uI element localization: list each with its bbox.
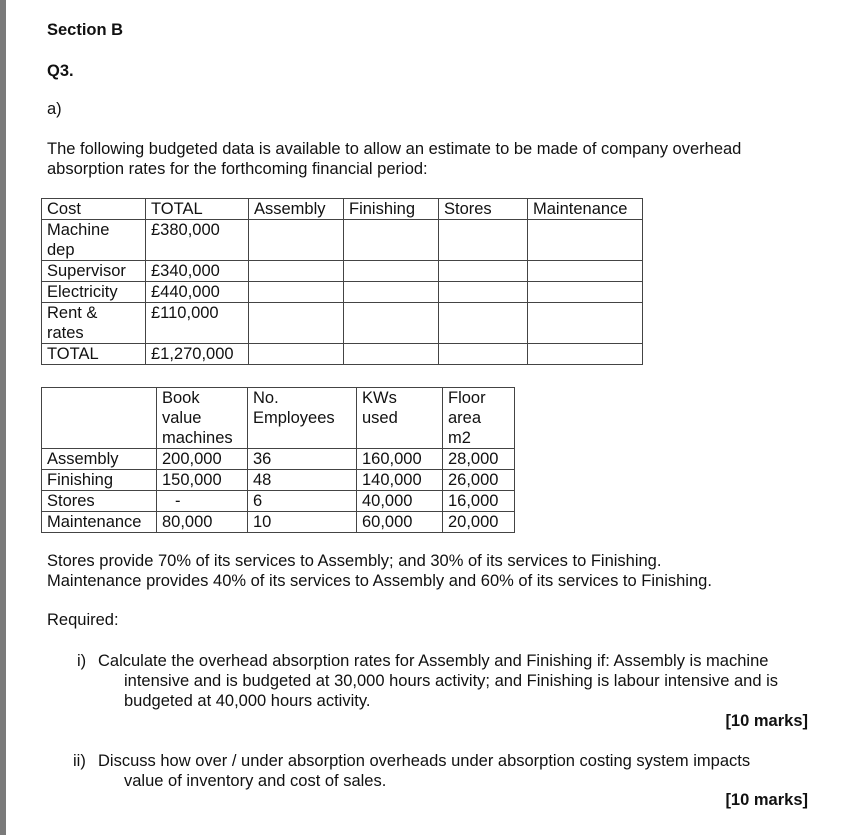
- header-cell: No. Employees: [248, 388, 357, 449]
- part-label: a): [47, 100, 62, 118]
- kws-cell: 140,000: [357, 470, 443, 491]
- empty-cell: [249, 220, 344, 261]
- bases-table-header: [42, 388, 515, 449]
- empty-cell: [344, 261, 439, 282]
- question-label: Q3.: [47, 62, 74, 80]
- empty-cell: [249, 303, 344, 344]
- empty-cell: [528, 261, 643, 282]
- kws-cell: 160,000: [357, 449, 443, 470]
- book-value-cell: -: [157, 491, 248, 512]
- employees-cell: 6: [248, 491, 357, 512]
- empty-cell: [249, 282, 344, 303]
- maintenance-text: Maintenance provides 40% of its services to Assembly and 60% of its services to Finishing.: [47, 572, 712, 590]
- item-ii-line-2: value of inventory and cost of sales.: [124, 772, 387, 790]
- header-cell: Maintenance: [528, 199, 643, 220]
- employees-cell: 48: [248, 470, 357, 491]
- row-label: Stores: [42, 491, 157, 512]
- header-cell: Floor area m2: [443, 388, 515, 449]
- cost-table: [41, 198, 643, 365]
- row-label: Finishing: [42, 470, 157, 491]
- row-label: Maintenance: [42, 512, 157, 533]
- cost-table-header: [42, 199, 643, 220]
- header-cell: Finishing: [344, 199, 439, 220]
- row-label: TOTAL: [42, 344, 146, 365]
- kws-cell: 40,000: [357, 491, 443, 512]
- empty-cell: [344, 344, 439, 365]
- header-cell: KWs used: [357, 388, 443, 449]
- page-left-edge: [0, 0, 6, 835]
- row-label: Assembly: [42, 449, 157, 470]
- section-title: Section B: [47, 21, 124, 39]
- required-label: Required:: [47, 611, 119, 629]
- intro-line-2: absorption rates for the forthcoming financial period:: [47, 160, 428, 178]
- header-cell: Book value machines: [157, 388, 248, 449]
- table-row: [42, 491, 515, 512]
- empty-cell: [344, 220, 439, 261]
- floor-area-cell: 16,000: [443, 491, 515, 512]
- book-value-cell: 80,000: [157, 512, 248, 533]
- header-cell: [42, 388, 157, 449]
- item-i-line-1: Calculate the overhead absorption rates for Assembly and Finishing if: Assembly is machine: [98, 652, 769, 670]
- item-ii-line-1: Discuss how over / under absorption overheads under absorption costing system impacts: [98, 752, 751, 770]
- row-label: Supervisor: [42, 261, 146, 282]
- row-label: Rent & rates: [42, 303, 146, 344]
- row-total: £1,270,000: [146, 344, 249, 365]
- empty-cell: [439, 261, 528, 282]
- table-row: [42, 449, 515, 470]
- item-ii-marker: ii): [73, 752, 86, 770]
- empty-cell: [528, 220, 643, 261]
- row-label: Machine dep: [42, 220, 146, 261]
- row-total: £380,000: [146, 220, 249, 261]
- empty-cell: [439, 282, 528, 303]
- header-cell: Cost: [42, 199, 146, 220]
- item-i-line-3: budgeted at 40,000 hours activity.: [124, 692, 371, 710]
- row-label: Electricity: [42, 282, 146, 303]
- item-i-marker: i): [77, 652, 87, 670]
- empty-cell: [439, 220, 528, 261]
- table-row: [42, 344, 643, 365]
- table-row: [42, 303, 643, 344]
- item-i-line-2: intensive and is budgeted at 30,000 hours activity; and Finishing is labour intensive and is: [124, 672, 778, 690]
- empty-cell: [344, 282, 439, 303]
- empty-cell: [249, 261, 344, 282]
- table-row: [42, 470, 515, 491]
- empty-cell: [439, 303, 528, 344]
- empty-cell: [528, 344, 643, 365]
- book-value-cell: 200,000: [157, 449, 248, 470]
- stores-text: Stores provide 70% of its services to Assembly; and 30% of its services to Finishing.: [47, 552, 662, 570]
- empty-cell: [528, 303, 643, 344]
- intro-line-1: The following budgeted data is available to allow an estimate to be made of company overhead: [47, 140, 742, 158]
- empty-cell: [249, 344, 344, 365]
- employees-cell: 10: [248, 512, 357, 533]
- table-row: [42, 512, 515, 533]
- employees-cell: 36: [248, 449, 357, 470]
- header-cell: Stores: [439, 199, 528, 220]
- row-total: £340,000: [146, 261, 249, 282]
- empty-cell: [439, 344, 528, 365]
- floor-area-cell: 20,000: [443, 512, 515, 533]
- floor-area-cell: 26,000: [443, 470, 515, 491]
- bases-table: [41, 387, 515, 533]
- header-cell: Assembly: [249, 199, 344, 220]
- kws-cell: 60,000: [357, 512, 443, 533]
- empty-cell: [528, 282, 643, 303]
- header-cell: TOTAL: [146, 199, 249, 220]
- table-row: [42, 220, 643, 261]
- row-total: £110,000: [146, 303, 249, 344]
- table-row: [42, 282, 643, 303]
- row-total: £440,000: [146, 282, 249, 303]
- floor-area-cell: 28,000: [443, 449, 515, 470]
- item-i-marks: [10 marks]: [725, 712, 808, 730]
- empty-cell: [344, 303, 439, 344]
- book-value-cell: 150,000: [157, 470, 248, 491]
- table-row: [42, 261, 643, 282]
- item-ii-marks: [10 marks]: [725, 791, 808, 809]
